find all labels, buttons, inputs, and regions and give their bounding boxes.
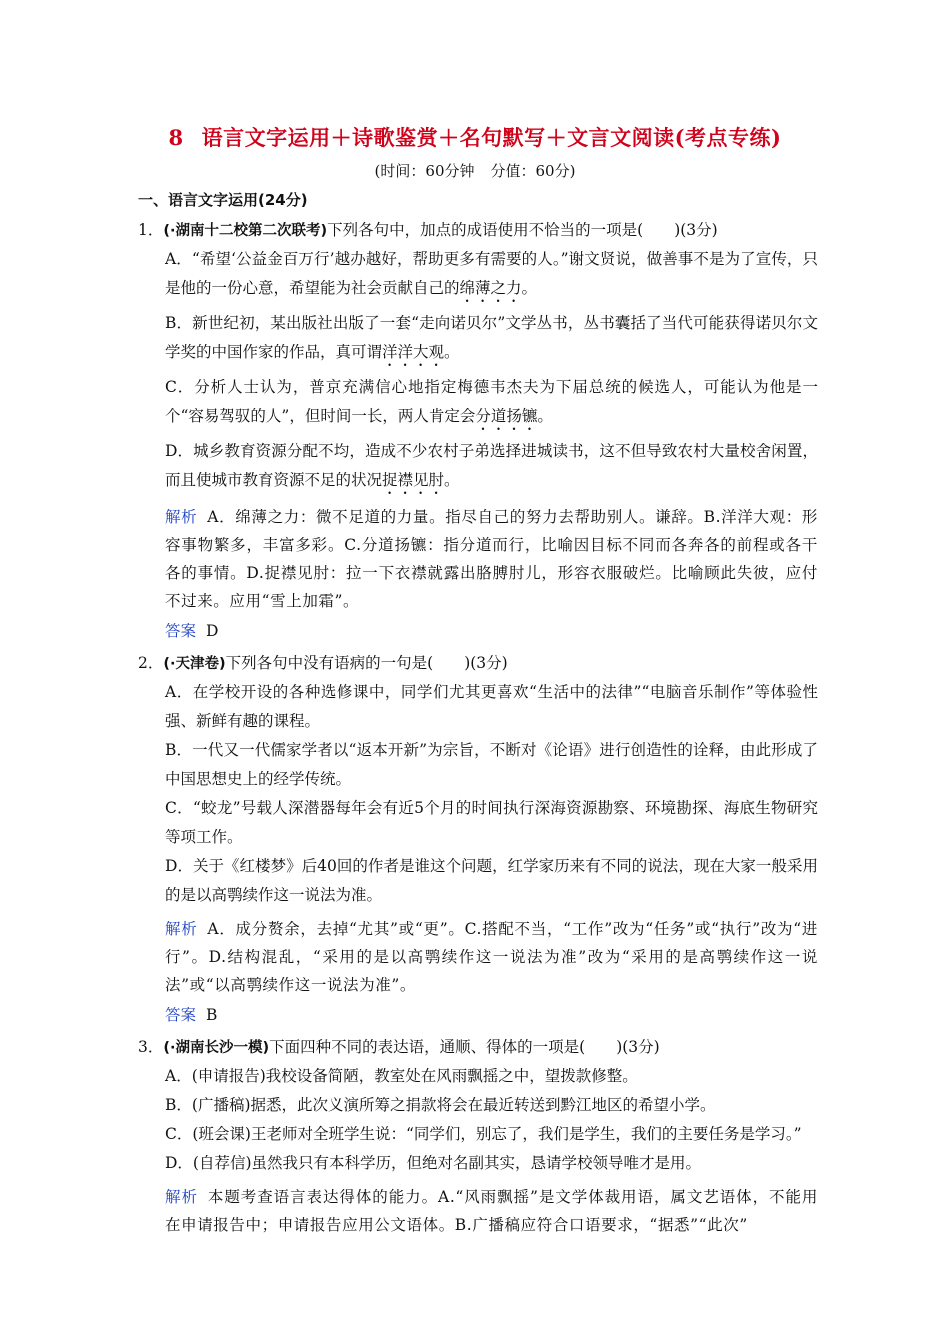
analysis-text: A．绵薄之力：微不足道的力量。指尽自己的努力去帮助别人。谦辞。B.洋洋大观：形容事物繁多，丰富多彩。C.分道扬镳：指分道而行，比喻因目标不同而各奔各的前程或各干各的事情。D.捉襟见肘：拉一下衣襟就露出胳膊肘儿，形容衣服破烂。比喻顾此失彼，应付不过来。应用“雪上加霜”。	[165, 508, 818, 610]
option-c: C．分析人士认为，普京充满信心地指定梅德韦杰夫为下届总统的候选人，可能认为他是一个“容易驾驭的人”，但时间一长，两人肯定会分道扬镳。	[165, 378, 818, 425]
answer-value: B	[206, 1006, 218, 1024]
dotted-idiom: 捉襟见肘	[382, 471, 445, 489]
option-a: A．(申请报告)我校设备简陋，教室处在风雨飘摇之中，望拨款修整。	[165, 1067, 638, 1085]
option-d: D．城乡教育资源分配不均，造成不少农村子弟选择进城读书，这不但导致农村大量校舍闲置，而且使城市教育资源不足的状况捉襟见肘。	[165, 442, 818, 489]
section-heading: 一、语言文字运用(24分)	[138, 191, 308, 209]
dotted-idiom: 绵薄之力	[459, 279, 522, 297]
option-d: D．关于《红楼梦》后40回的作者是谁这个问题，红学家历来有不同的说法，现在大家一般采用的是以高鹗续作这一说法为准。	[165, 857, 818, 904]
option-c: C．(班会课)王老师对全班学生说：“同学们，别忘了，我们是学生，我们的主要任务是学习。”	[165, 1125, 802, 1143]
answer	[138, 617, 818, 645]
dotted-idiom: 分道扬镳	[475, 407, 538, 425]
time-limit: (时间：60分钟	[374, 162, 475, 180]
question-2	[138, 649, 818, 678]
analysis-label: 解析	[165, 1188, 198, 1206]
option-d: D．(自荐信)虽然我只有本科学历，但绝对名副其实，恳请学校领导唯才是用。	[165, 1154, 702, 1172]
question-number: 3．	[138, 1038, 164, 1056]
question-1	[138, 216, 818, 245]
option-b: B．新世纪初，某出版社出版了一套“走向诺贝尔”文学丛书，丛书囊括了当代可能获得诺贝尔文学奖的中国作家的作品，真可谓洋洋大观。	[165, 314, 818, 361]
answer-value: D	[206, 622, 219, 640]
question-stem: 下面四种不同的表达语，通顺、得体的一项是( )(3分)	[269, 1038, 660, 1056]
analysis-text: 本题考查语言表达得体的能力。A.“风雨飘摇”是文学体裁用语，属文艺语体，不能用在申请报告中；申请报告应用公文语体。B.广播稿应符合口语要求，“据悉”“此次”	[165, 1188, 819, 1234]
page-title	[0, 122, 950, 152]
option-a: A．在学校开设的各种选修课中，同学们尤其更喜欢“生活中的法律”“电脑音乐制作”等体验性强、新鲜有趣的课程。	[165, 683, 818, 730]
answer	[138, 1001, 818, 1029]
question-stem: 下列各句中，加点的成语使用不恰当的一项是( )(3分)	[327, 221, 718, 239]
analysis	[138, 503, 818, 615]
question-source: (·天津卷)	[163, 656, 226, 672]
analysis	[138, 915, 818, 999]
title-number: 8	[168, 125, 184, 150]
option-a: A．“希望‘公益金百万行’越办越好，帮助更多有需要的人。”谢文贤说，做善事不是为了宣传，只是他的一份心意，希望能为社会贡献自己的绵薄之力。	[165, 250, 818, 297]
analysis-label: 解析	[165, 508, 198, 526]
option-c: C．“蛟龙”号载人深潜器每年会有近5个月的时间执行深海资源勘察、环境勘探、海底生物研究等项工作。	[165, 799, 818, 846]
analysis-label: 解析	[165, 920, 198, 938]
option-b: B．(广播稿)据悉，此次义演所筹之捐款将会在最近转送到黔江地区的希望小学。	[165, 1096, 716, 1114]
title-text: 语言文字运用＋诗歌鉴赏＋名句默写＋文言文阅读(考点专练)	[201, 125, 782, 150]
answer-label: 答案	[165, 622, 197, 640]
content	[138, 186, 818, 1239]
dotted-idiom: 洋洋大观	[382, 343, 445, 361]
question-stem: 下列各句中没有语病的一句是( )(3分)	[225, 654, 508, 672]
exam-info	[0, 160, 950, 181]
question-source: (·湖南十二校第二次联考)	[163, 223, 328, 239]
analysis	[138, 1183, 818, 1239]
question-number: 2．	[138, 654, 164, 672]
answer-label: 答案	[165, 1006, 197, 1024]
question-number: 1．	[138, 221, 164, 239]
question-source: (·湖南长沙一模)	[163, 1040, 270, 1056]
question-3	[138, 1033, 818, 1062]
score-total: 分值：60分)	[490, 162, 576, 180]
option-b: B．一代又一代儒家学者以“返本开新”为宗旨，不断对《论语》进行创造性的诠释，由此形成了中国思想史上的经学传统。	[165, 741, 818, 788]
analysis-text: A．成分赘余，去掉“尤其”或“更”。C.搭配不当，“工作”改为“任务”或“执行”改为“进行”。D.结构混乱，“采用的是以高鹗续作这一说法为准”改为“采用的是高鹗续作这一说法”或“以高鹗续作这一说法为准”。	[165, 920, 818, 994]
